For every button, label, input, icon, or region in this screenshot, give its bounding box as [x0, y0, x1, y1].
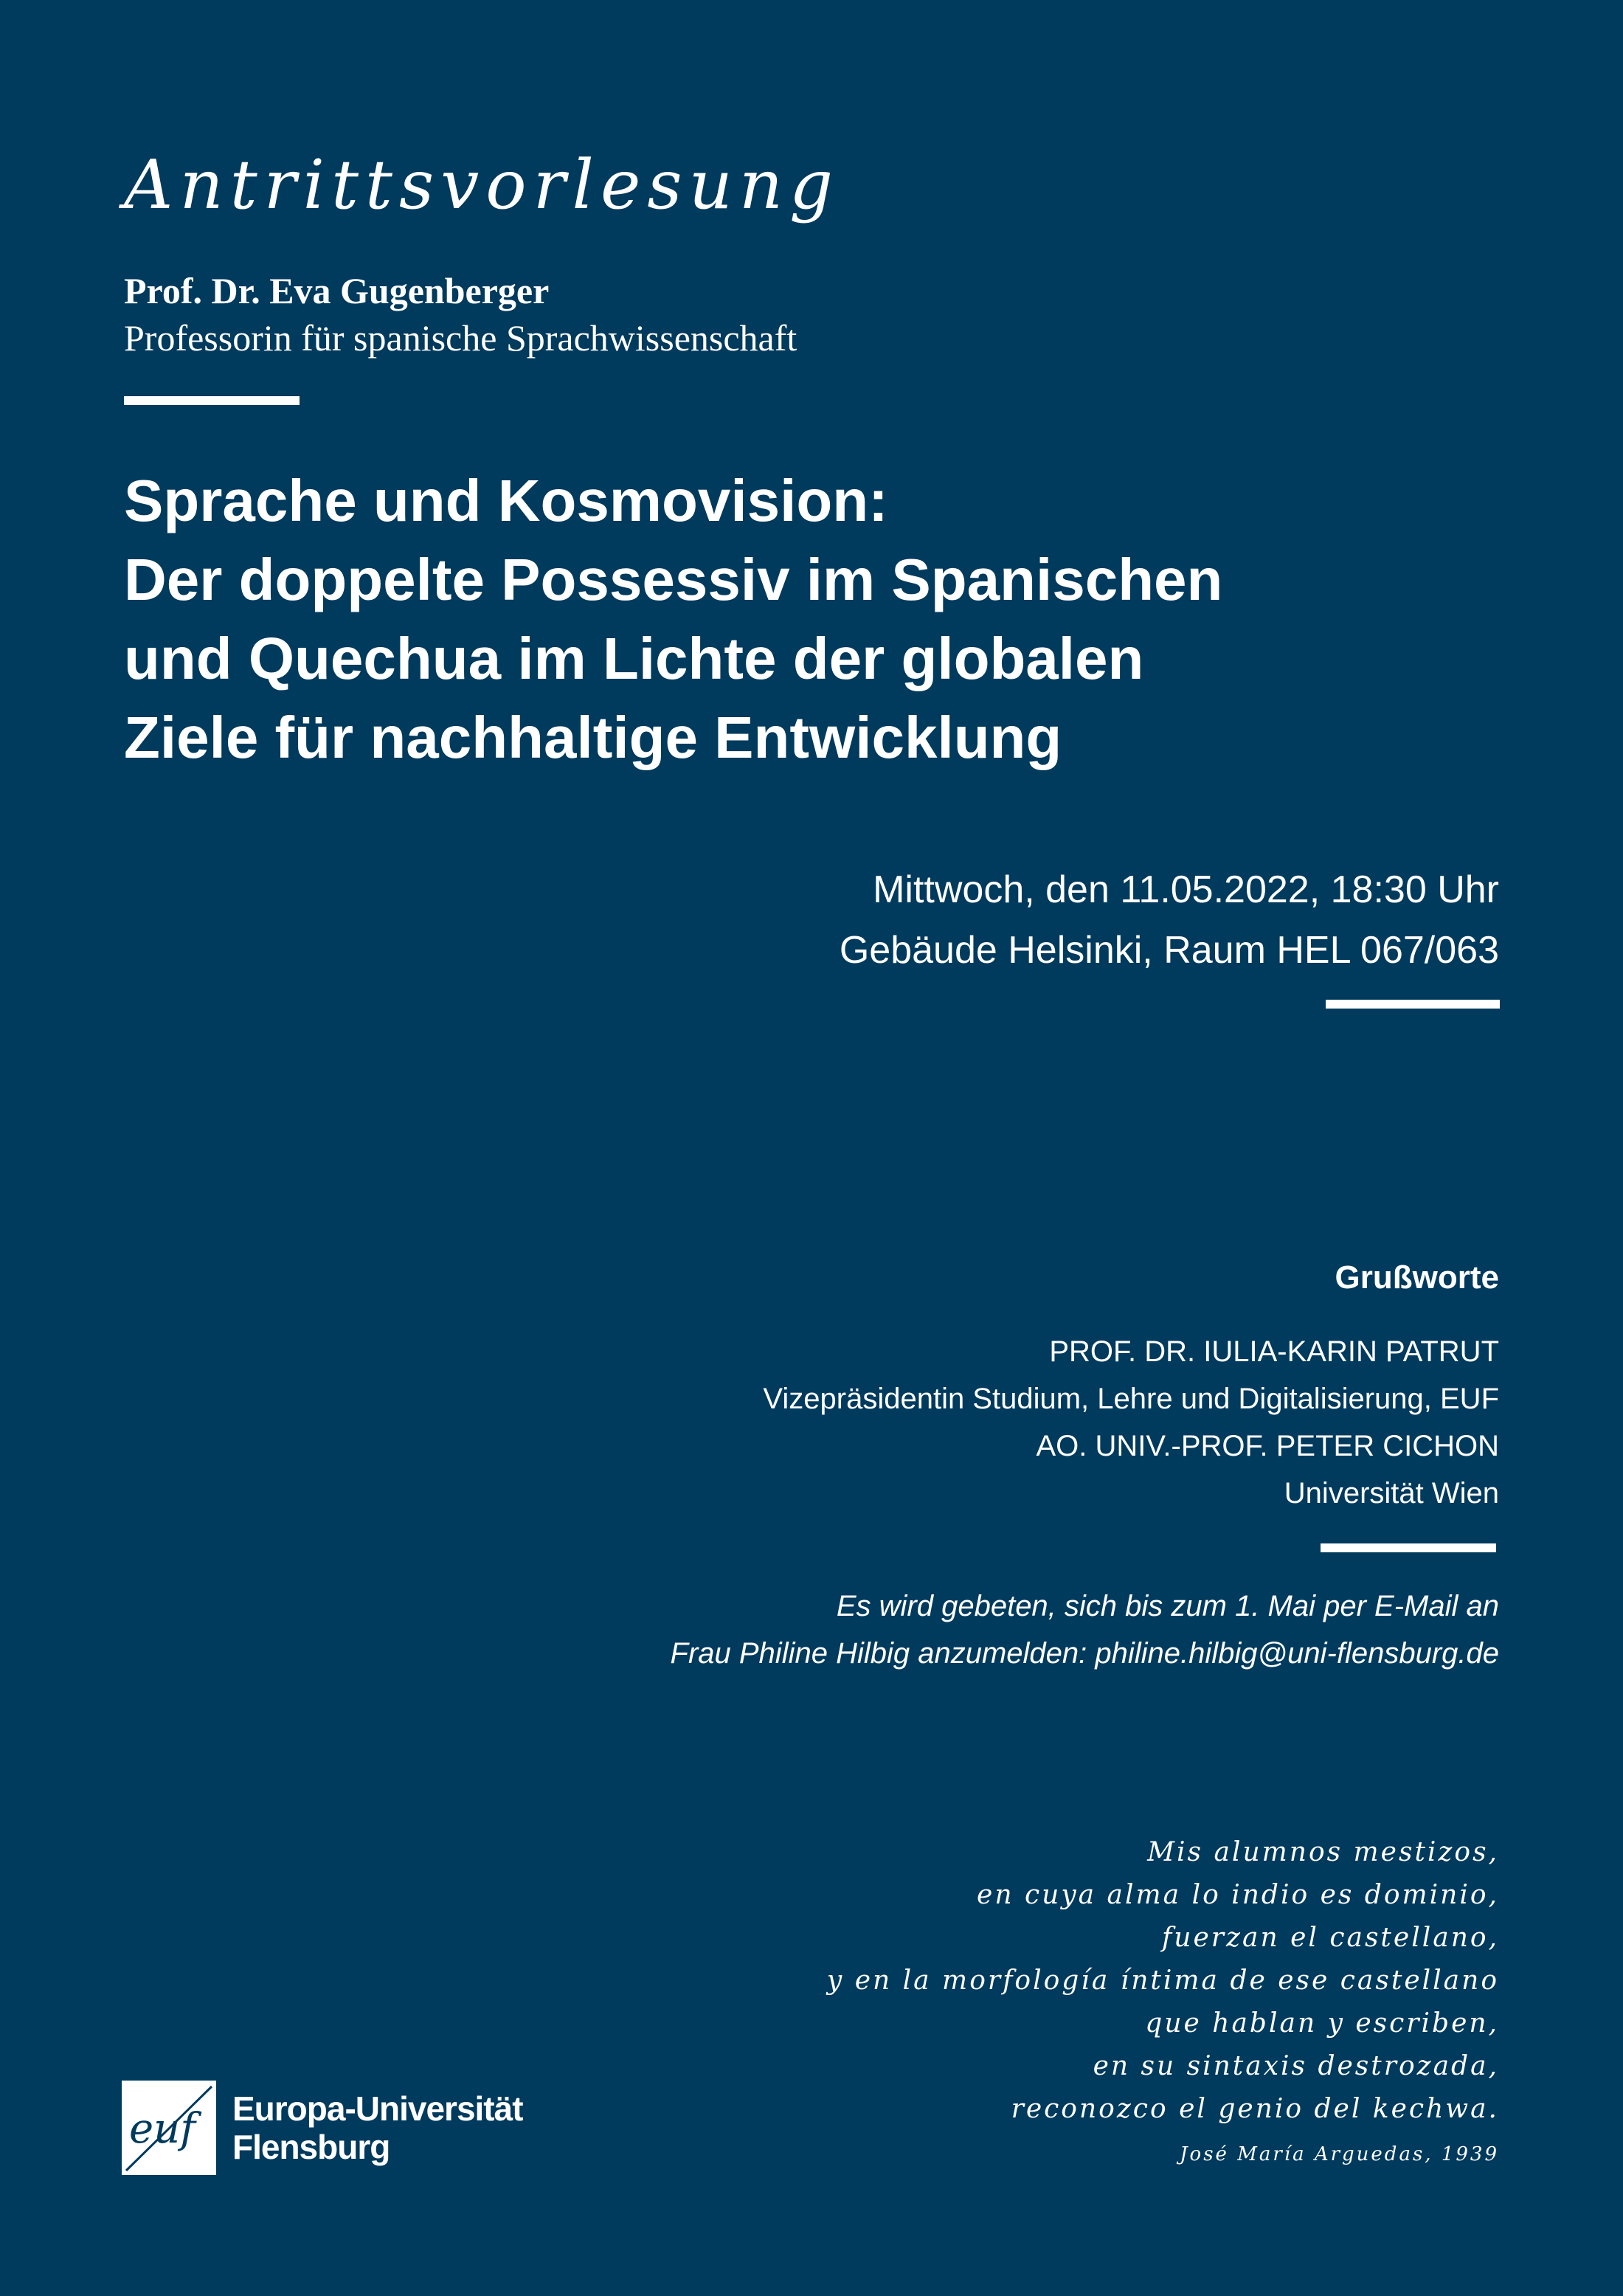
rsvp-line-email[interactable]: Frau Philine Hilbig anzumelden: philine.hilbig@uni-flensburg.de [670, 1637, 1499, 1670]
event-info [840, 860, 1499, 981]
logo-line-2: Flensburg [232, 2128, 390, 2166]
euf-mark-text: euf [129, 2105, 195, 2153]
euf-logo-icon [122, 2081, 216, 2175]
speaker-name: Prof. Dr. Eva Gugenberger [124, 270, 550, 311]
university-logo [122, 2081, 523, 2175]
title-line: Sprache und Kosmovision: [124, 468, 888, 533]
logo-wordmark [232, 2089, 523, 2166]
title-line: Ziele für nachhaltige Entwicklung [124, 705, 1062, 770]
greeting-role-1: Vizepräsidentin Studium, Lehre und Digitalisierung, EUF [763, 1383, 1499, 1415]
quote [827, 1831, 1499, 2131]
euf-mark-svg [122, 2081, 216, 2175]
logo-line-1: Europa-Universität [232, 2089, 523, 2128]
rsvp-line: Es wird gebeten, sich bis zum 1. Mai per E-Mail an [836, 1590, 1499, 1622]
rsvp-note [671, 1583, 1499, 1677]
kicker-title: Antrittsvorlesung [124, 145, 840, 224]
quote-line: Mis alumnos mestizos, [1147, 1837, 1499, 1867]
lecture-title [124, 461, 1526, 777]
divider-event [1326, 1000, 1500, 1009]
divider-greetings [1321, 1543, 1496, 1552]
greeting-role-2: Universität Wien [1284, 1477, 1499, 1510]
quote-author: José María Arguedas, 1939 [1180, 2143, 1499, 2165]
quote-line: y en la morfología íntima de ese castellano [826, 1965, 1499, 1996]
title-line: und Quechua im Lichte der globalen [124, 626, 1144, 691]
greeting-speaker-1: PROF. DR. IULIA-KARIN PATRUT [1049, 1335, 1499, 1368]
divider-top [124, 396, 300, 405]
quote-line: reconozco el genio del kechwa. [1011, 2094, 1499, 2124]
event-datetime: Mittwoch, den 11.05.2022, 18:30 Uhr [873, 868, 1499, 911]
quote-line: en cuya alma lo indio es dominio, [977, 1880, 1499, 1910]
greetings-list [763, 1328, 1499, 1517]
greeting-speaker-2: AO. UNIV.-PROF. PETER CICHON [1036, 1430, 1499, 1462]
quote-line: en su sintaxis destrozada, [1093, 2051, 1499, 2081]
event-location: Gebäude Helsinki, Raum HEL 067/063 [839, 929, 1499, 972]
title-line: Der doppelte Possessiv im Spanischen [124, 547, 1223, 612]
quote-line: que hablan y escriben, [1145, 2008, 1499, 2039]
quote-line: fuerzan el castellano, [1161, 1923, 1499, 1953]
greetings-heading: Grußworte [1335, 1259, 1499, 1296]
speaker-role: Professorin für spanische Sprachwissenschaft [124, 317, 797, 359]
